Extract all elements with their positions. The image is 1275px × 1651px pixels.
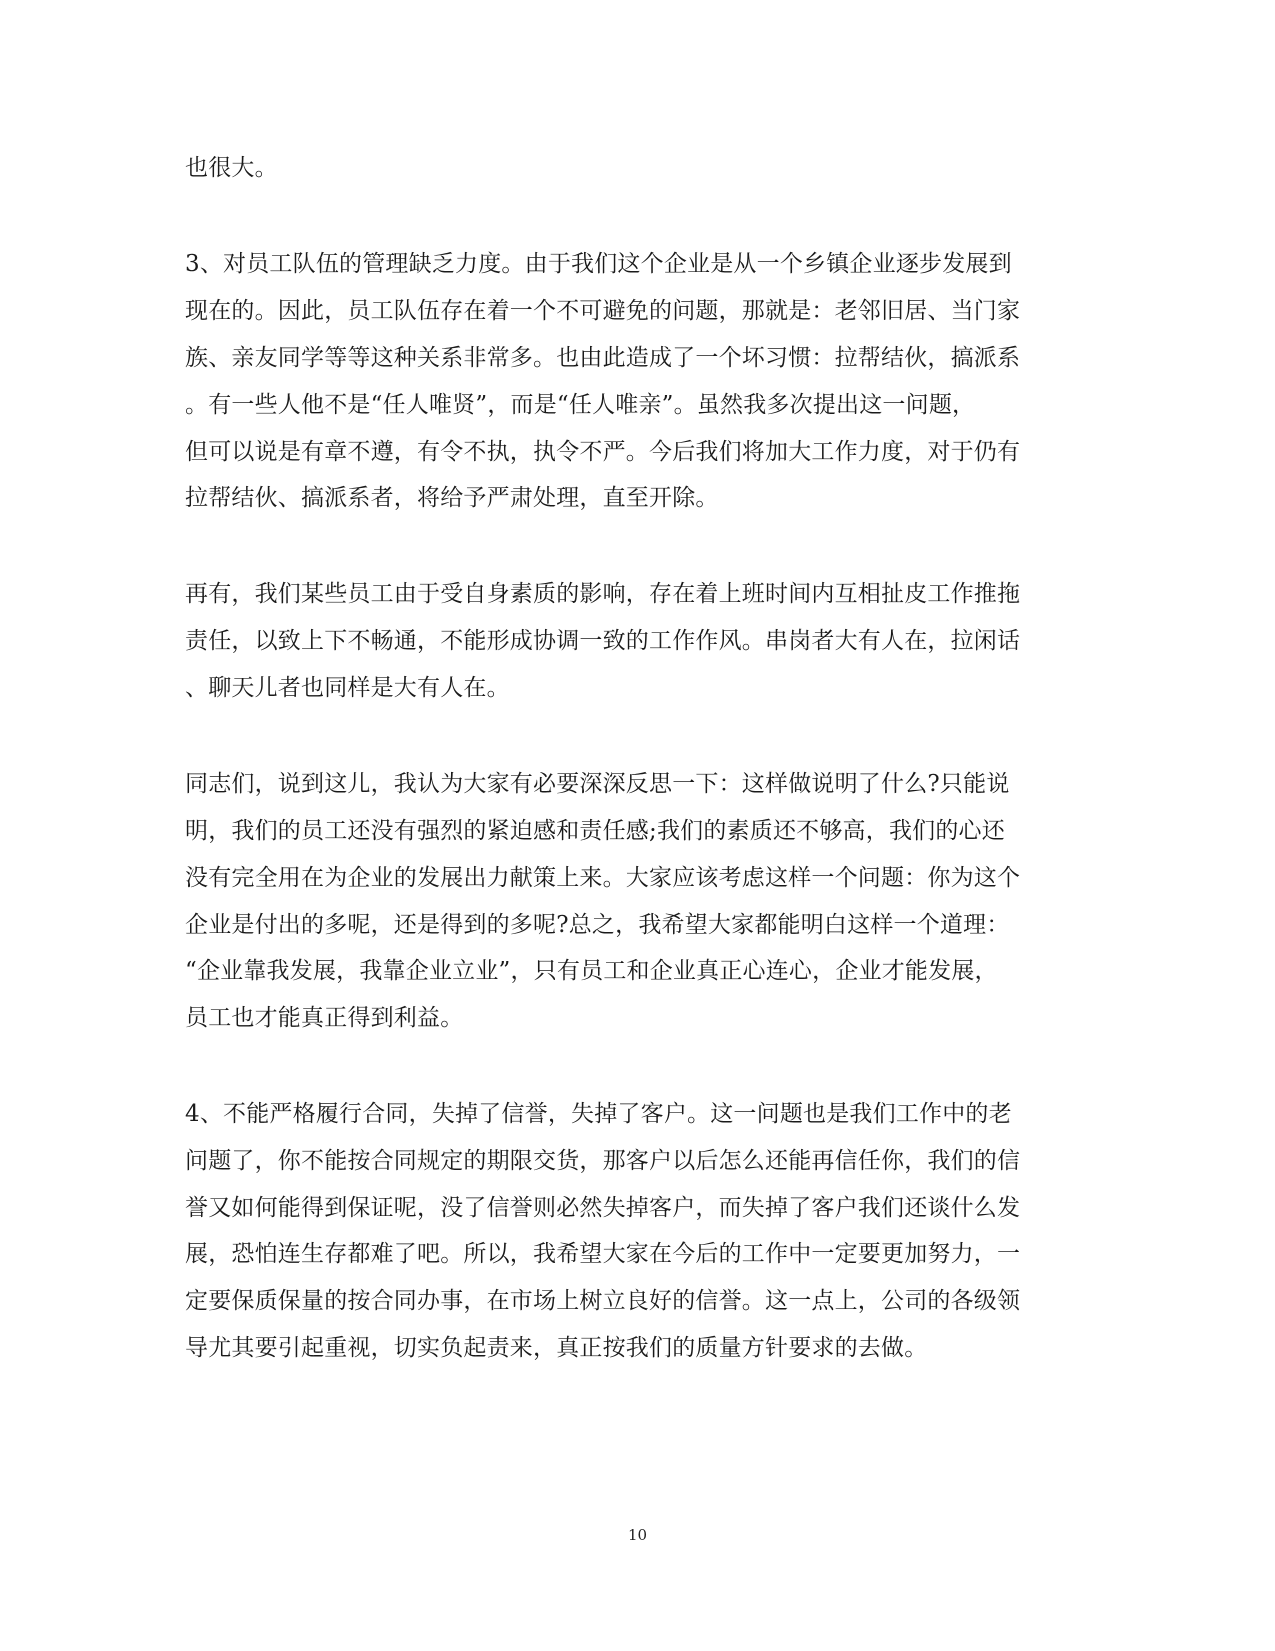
text-line: 誉又如何能得到保证呢，没了信誉则必然失掉客户，而失掉了客户我们还谈什么发 (185, 1195, 1021, 1221)
text-line: 明，我们的员工还没有强烈的紧迫感和责任感;我们的素质还不够高，我们的心还 (185, 818, 1005, 844)
text-line: 企业是付出的多呢，还是得到的多呢?总之，我希望大家都能明白这样一个道理： (185, 912, 1010, 938)
text-line: “企业靠我发展，我靠企业立业”，只有员工和企业真正心连心，企业才能发展， (185, 958, 998, 984)
text-line: 但可以说是有章不遵，有令不执，执令不严。今后我们将加大工作力度，对于仍有 (185, 439, 1021, 465)
text-line: 责任，以致上下不畅通，不能形成协调一致的工作作风。串岗者大有人在，拉闲话 (185, 628, 1021, 654)
text-line: 问题了，你不能按合同规定的期限交货，那客户以后怎么还能再信任你，我们的信 (185, 1148, 1021, 1174)
text-line: 导尤其要引起重视，切实负起责来，真正按我们的质量方针要求的去做。 (185, 1335, 928, 1361)
text-line: 4、不能严格履行合同，失掉了信誉，失掉了客户。这一问题也是我们工作中的老 (185, 1101, 1012, 1127)
text-line: 3、对员工队伍的管理缺乏力度。由于我们这个企业是从一个乡镇企业逐步发展到 (185, 251, 1012, 277)
text-line: 同志们，说到这儿，我认为大家有必要深深反思一下：这样做说明了什么?只能说 (185, 771, 1010, 797)
text-line: 再有，我们某些员工由于受自身素质的影响，存在着上班时间内互相扯皮工作推拖 (185, 581, 1021, 607)
text-line: 、聊天儿者也同样是大有人在。 (185, 675, 510, 701)
text-line: 没有完全用在为企业的发展出力献策上来。大家应该考虑这样一个问题：你为这个 (185, 865, 1021, 891)
text-line: 。有一些人他不是“任人唯贤”，而是“任人唯亲”。虽然我多次提出这一问题， (185, 392, 976, 418)
text-line: 定要保质保量的按合同办事，在市场上树立良好的信誉。这一点上，公司的各级领 (185, 1288, 1021, 1314)
text-line: 族、亲友同学等等这种关系非常多。也由此造成了一个坏习惯：拉帮结伙，搞派系 (185, 345, 1021, 371)
page-number: 10 (627, 1526, 648, 1544)
text-line: 拉帮结伙、搞派系者，将给予严肃处理，直至开除。 (185, 485, 719, 511)
text-line: 展，恐怕连生存都难了吧。所以，我希望大家在今后的工作中一定要更加努力，一 (185, 1241, 1021, 1267)
text-line: 也很大。 (185, 155, 278, 181)
text-line: 现在的。因此，员工队伍存在着一个不可避免的问题，那就是：老邻旧居、当门家 (185, 298, 1021, 324)
text-line: 员工也才能真正得到利益。 (185, 1005, 464, 1031)
